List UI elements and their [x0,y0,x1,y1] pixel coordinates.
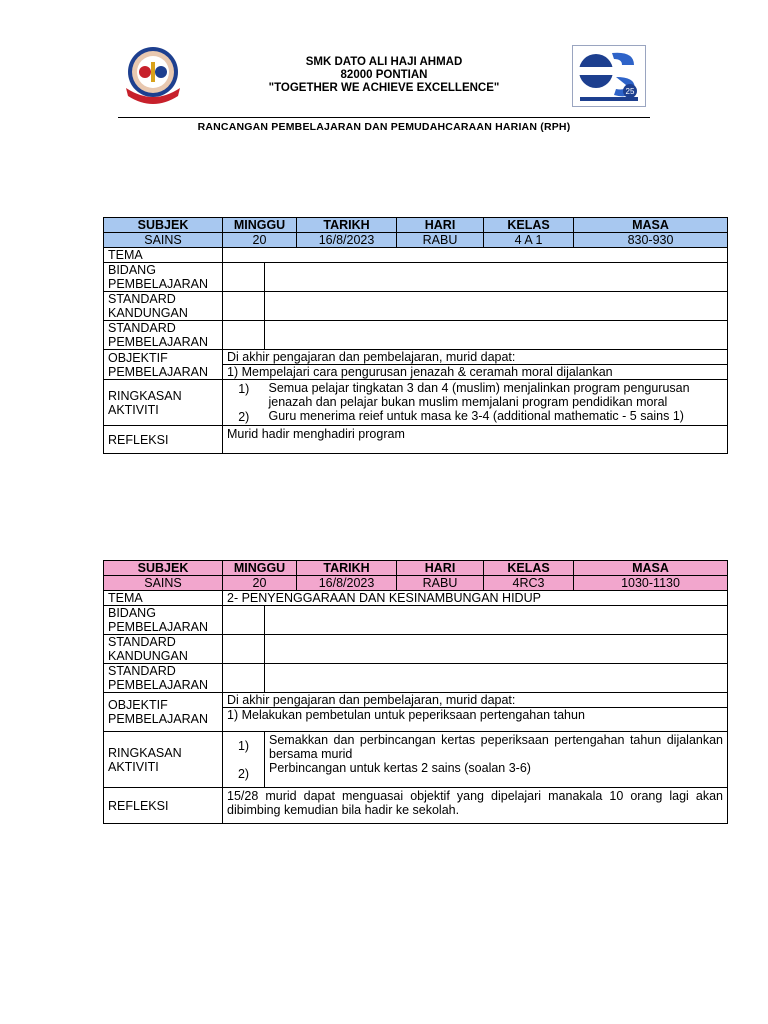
tema-label: TEMA [104,591,223,606]
standard-kandungan-value [265,292,728,321]
header-hari: HARI [397,561,484,576]
minggu-value: 20 [223,233,297,248]
bidang-label: BIDANG PEMBELAJARAN [104,606,223,635]
schedule-row [104,576,728,591]
lesson-plan-table-1 [103,217,728,454]
subjek-value: SAINS [104,576,223,591]
standard-kandungan-value [265,635,728,664]
bidang-label: BIDANG PEMBELAJARAN [104,263,223,292]
refleksi-value: 15/28 murid dapat menguasai objektif yang dipelajari manakala 10 orang lagi akan dibimbing kemudian bila hadir ke sekolah. [223,788,728,824]
aktiviti-items [265,732,728,788]
objektif-intro: Di akhir pengajaran dan pembelajaran, murid dapat: [223,693,728,708]
objektif-intro: Di akhir pengajaran dan pembelajaran, murid dapat: [223,350,728,365]
column-header-row [104,561,728,576]
standard-kandungan-row [104,292,728,321]
refleksi-row [104,426,728,454]
bidang-row [104,606,728,635]
aktiviti-items [265,380,728,426]
bidang-code [223,606,265,635]
bidang-code [223,263,265,292]
column-header-row [104,218,728,233]
tema-row [104,248,728,263]
objektif-label: OBJEKTIF PEMBELAJARAN [104,693,223,732]
minggu-value: 20 [223,576,297,591]
standard-kandungan-code [223,292,265,321]
aktiviti-text: Perbincangan untuk kertas 2 sains (soalan 3-6) [269,761,531,775]
header-minggu: MINGGU [223,561,297,576]
standard-pembelajaran-value [265,321,728,350]
objektif-row-1 [104,693,728,708]
subjek-value: SAINS [104,233,223,248]
header-kelas: KELAS [484,561,574,576]
aktiviti-number: 2) [238,410,250,424]
objektif-item: 1) Melakukan pembetulan untuk peperiksaan pertengahan tahun [223,708,728,732]
tarikh-value: 16/8/2023 [297,576,397,591]
kelas-value: 4 A 1 [484,233,574,248]
aktiviti-text: Semakkan dan perbincangan kertas peperiksaan pertengahan tahun dijalankan bersama murid [269,733,724,761]
objektif-row-1 [104,350,728,365]
aktiviti-row [104,732,728,788]
standard-pembelajaran-code [223,664,265,693]
kelas-value: 4RC3 [484,576,574,591]
masa-value: 830-930 [574,233,728,248]
refleksi-label: REFLEKSI [104,788,223,824]
lesson-plan-table-2 [103,560,728,824]
objektif-label: OBJEKTIF PEMBELAJARAN [104,350,223,380]
refleksi-value: Murid hadir menghadiri program [223,426,728,454]
aktiviti-text: Guru menerima reief untuk masa ke 3-4 (additional mathematic - 5 sains 1) [268,409,684,423]
aktiviti-number: 2) [237,767,250,781]
header-divider [118,117,650,118]
standard-kandungan-row [104,635,728,664]
standard-pembelajaran-label: STANDARD PEMBELAJARAN [104,664,223,693]
standard-pembelajaran-code [223,321,265,350]
refleksi-row [104,788,728,824]
bidang-value [265,263,728,292]
hari-value: RABU [397,233,484,248]
standard-pembelajaran-row [104,664,728,693]
refleksi-label: REFLEKSI [104,426,223,454]
header-subjek: SUBJEK [104,218,223,233]
aktiviti-label: RINGKASAN AKTIVITI [104,732,223,788]
header-minggu: MINGGU [223,218,297,233]
objektif-item: 1) Mempelajari cara pengurusan jenazah & ceramah moral dijalankan [223,365,728,380]
header-kelas: KELAS [484,218,574,233]
header-hari: HARI [397,218,484,233]
school-name: SMK DATO ALI HAJI AHMAD [305,56,463,68]
tema-label: TEMA [104,248,223,263]
aktiviti-number: 1) [238,382,250,396]
standard-kandungan-label: STANDARD KANDUNGAN [104,292,223,321]
aktiviti-numbers [223,380,265,426]
header-tarikh: TARIKH [297,218,397,233]
standard-pembelajaran-label: STANDARD PEMBELAJARAN [104,321,223,350]
aktiviti-numbers [223,732,265,788]
document-title: RANCANGAN PEMBELAJARAN DAN PEMUDAHCARAAN HARIAN (RPH) [197,121,571,133]
bidang-row [104,263,728,292]
school-postcode: 82000 PONTIAN [340,69,428,81]
document-header [0,0,768,140]
svg-text:25: 25 [625,87,635,96]
standard-pembelajaran-value [265,664,728,693]
schedule-row [104,233,728,248]
header-tarikh: TARIKH [297,561,397,576]
aktiviti-row [104,380,728,426]
school-motto: "TOGETHER WE ACHIEVE EXCELLENCE" [268,82,500,94]
tema-row [104,591,728,606]
tema-value: 2- PENYENGGARAAN DAN KESINAMBUNGAN HIDUP [223,591,728,606]
hari-value: RABU [397,576,484,591]
standard-kandungan-label: STANDARD KANDUNGAN [104,635,223,664]
tema-value [223,248,728,263]
aktiviti-text: Semua pelajar tingkatan 3 dan 4 (muslim) menjalinkan program pengurusan jenazah dan pelajar bukan muslim memjalani program pendidikan moral [268,381,690,409]
bidang-value [265,606,728,635]
masa-value: 1030-1130 [574,576,728,591]
standard-kandungan-code [223,635,265,664]
tarikh-value: 16/8/2023 [297,233,397,248]
aktiviti-number: 1) [237,739,250,753]
header-masa: MASA [574,218,728,233]
school-logo-icon [118,44,188,110]
anniversary-logo-icon [572,45,646,107]
aktiviti-label: RINGKASAN AKTIVITI [104,380,223,426]
standard-pembelajaran-row [104,321,728,350]
header-subjek: SUBJEK [104,561,223,576]
header-masa: MASA [574,561,728,576]
